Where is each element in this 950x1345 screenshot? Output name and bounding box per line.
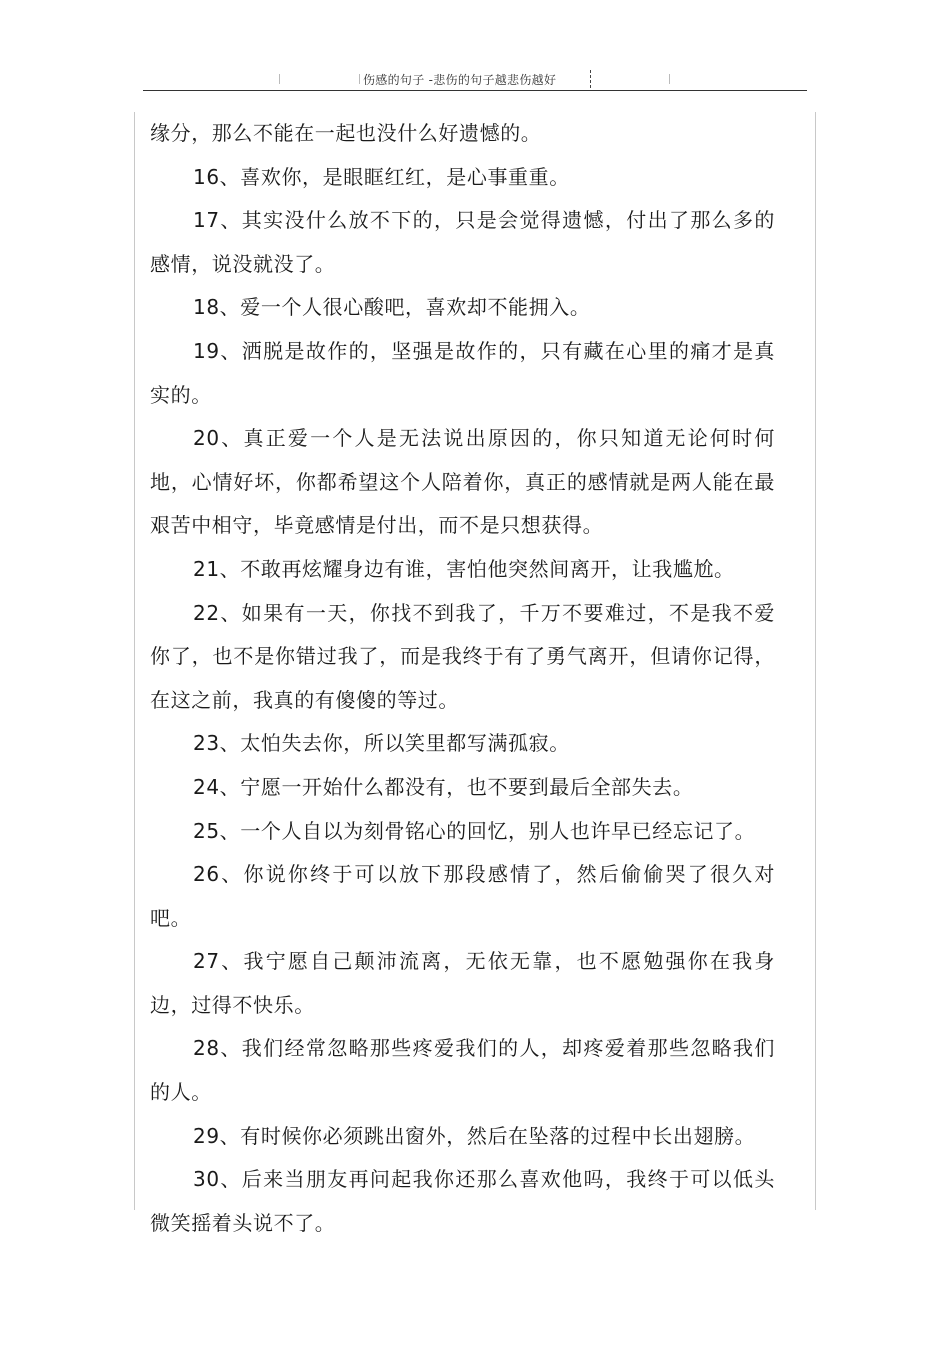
header-tick-mark [590, 70, 591, 88]
paragraph: 17、其实没什么放不下的，只是会觉得遗憾，付出了那么多的感情，说没就没了。 [150, 208, 775, 276]
header-tick-mark [669, 74, 670, 84]
paragraph: 30、后来当朋友再问起我你还那么喜欢他吗，我终于可以低头微笑摇着头说不了。 [150, 1167, 775, 1235]
paragraph: 缘分，那么不能在一起也没什么好遗憾的。 [150, 121, 542, 145]
page-right-border [815, 112, 816, 1210]
header-title: 伤感的句子 -悲伤的句子越悲伤越好 [363, 73, 557, 87]
paragraph: 26、你说你终于可以放下那段感情了，然后偷偷哭了很久对吧。 [150, 862, 775, 930]
page-header [143, 62, 807, 92]
document-body [150, 112, 775, 1245]
header-divider [143, 90, 807, 91]
page-left-border [134, 112, 135, 1210]
paragraph: 27、我宁愿自己颠沛流离，无依无靠，也不愿勉强你在我身边，过得不快乐。 [150, 949, 775, 1017]
paragraph: 29、有时候你必须跳出窗外，然后在坠落的过程中长出翅膀。 [193, 1123, 756, 1148]
header-tick-mark [359, 74, 360, 84]
paragraph: 20、真正爱一个人是无法说出原因的，你只知道无论何时何地，心情好坏，你都希望这个人陪着你，真正的感情就是两人能在最艰苦中相守，毕竟感情是付出，而不是只想获得。 [150, 426, 775, 538]
paragraph: 23、太怕失去你，所以笑里都写满孤寂。 [193, 731, 570, 756]
paragraph: 25、一个人自以为刻骨铭心的回忆，别人也许早已经忘记了。 [193, 818, 756, 843]
header-tick-mark [279, 74, 280, 84]
paragraph: 28、我们经常忽略那些疼爱我们的人，却疼爱着那些忽略我们的人。 [150, 1036, 775, 1105]
paragraph: 21、不敢再炫耀身边有谁，害怕他突然间离开，让我尴尬。 [193, 556, 735, 581]
paragraph: 16、喜欢你，是眼眶红红，是心事重重。 [193, 164, 570, 189]
paragraph: 18、爱一个人很心酸吧，喜欢却不能拥入。 [193, 295, 591, 320]
paragraph: 24、宁愿一开始什么都没有，也不要到最后全部失去。 [193, 774, 694, 799]
paragraph: 22、如果有一天，你找不到我了，千万不要难过，不是我不爱你了，也不是你错过我了，而是我终于有了勇气离开，但请你记得，在这之前，我真的有傻傻的等过。 [150, 600, 775, 712]
paragraph: 19、洒脱是故作的，坚强是故作的，只有藏在心里的痛才是真实的。 [150, 338, 775, 407]
